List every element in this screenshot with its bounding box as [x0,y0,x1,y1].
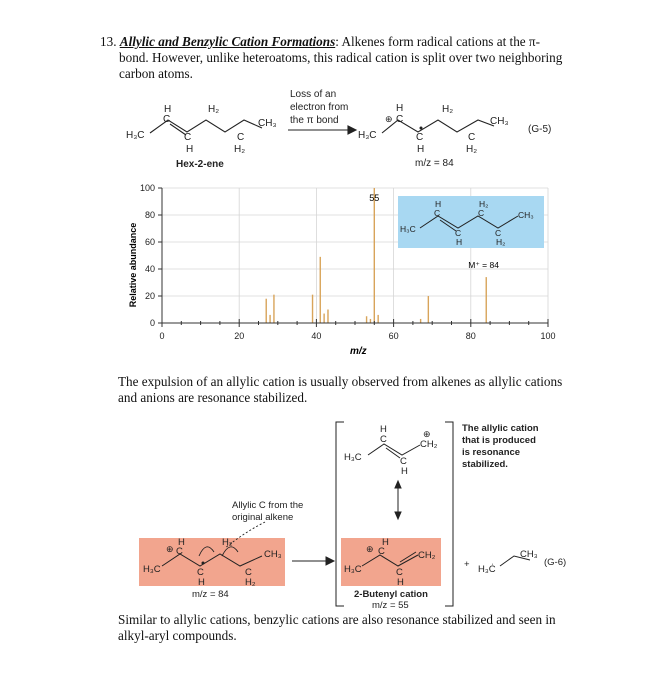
reactant-name: Hex-2-ene [176,159,224,170]
atom-label: C [434,208,441,218]
product-name: 2-Butenyl cation [354,589,428,600]
atom-label: H₂ [442,104,454,115]
atom-label: H [401,466,408,477]
atom-label: H₂ [208,104,220,115]
radical-cation-symbol: ⊕ [166,544,174,554]
y-tick-label: 100 [139,183,155,193]
atom-label: C [468,132,476,143]
radical-dot [202,562,205,565]
x-axis-label: m/z [350,346,367,357]
atom-label: C [176,546,183,557]
arrow-label: the π bond [290,115,339,126]
atom-label: H₃C [344,452,362,463]
x-tick-label: 40 [311,331,322,341]
atom-label: H₂ [234,144,246,155]
reactant-highlight [139,538,285,586]
atom-label: H [164,104,172,115]
intro-heading: Allylic and Benzylic Cation Formations [119,34,336,49]
atom-label: H [382,537,389,548]
atom-label: H₃C [358,130,377,141]
atom-label: H [435,199,442,209]
atom-label: C [380,434,387,445]
allylic-label: Allylic C from the [232,500,304,511]
atom-label: C [396,114,404,125]
atom-label: CH₂ [418,550,436,561]
atom-label: CH₃ [264,549,282,560]
y-tick-label: 0 [149,318,155,328]
question-number: 13. [100,34,117,49]
atom-label: C [237,132,245,143]
closing-line-2: alkyl-aryl compounds. [118,628,237,643]
allylic-label: original alkene [232,512,294,523]
molecular-ion-label: M⁺ = 84 [468,260,499,270]
atom-label: C [163,114,171,125]
atom-label: C [378,546,385,557]
atom-label: H [380,424,387,435]
atom-label: H [198,577,205,588]
atom-label: CH₃ [258,118,277,129]
x-tick-label: 20 [234,331,245,341]
middle-line-1: The expulsion of an allylic cation is usually observed from alkenes as allylic cations [118,374,563,389]
atom-label: H [456,237,463,247]
atom-label: H₃C [143,564,161,575]
product-mz: m/z = 84 [415,158,454,169]
atom-label: C [478,208,485,218]
atom-label: H [186,144,194,155]
atom-label: C [495,228,502,238]
intro-line-2: bond. However, unlike heteroatoms, this radical cation is split over two neighboring [119,50,563,65]
atom-label: H [178,537,185,548]
reactant-mz: m/z = 84 [192,589,229,600]
arrow-label: Loss of an [290,89,337,100]
closing-line-1: Similar to allylic cations, benzylic cations are also resonance stabilized and seen in [118,612,556,627]
atom-label: H [397,577,404,588]
middle-line-2: and anions are resonance stabilized. [118,390,308,405]
atom-label: C [396,567,403,578]
atom-label: CH₃ [520,549,538,560]
atom-label: C [455,228,462,238]
y-axis-label: Relative abundance [128,222,138,308]
radical-cation-symbol: ⊕ [385,114,393,124]
atom-label: C [400,456,407,467]
equation-label-g5: (G-5) [528,124,552,135]
atom-label: H [396,103,404,114]
atom-label: CH₂ [420,439,438,450]
y-tick-label: 80 [144,210,155,220]
atom-label: H₂ [245,577,256,588]
cation-symbol: ⊕ [423,429,431,439]
y-tick-label: 40 [144,264,155,274]
atom-label: CH₃ [518,210,534,220]
intro-text-1: : Alkenes form radical cations at the π- [335,34,540,49]
arrow-label: electron from [290,102,349,113]
product-mz: m/z = 55 [372,600,409,611]
x-tick-label: 0 [159,331,165,341]
atom-label: H₃C [126,130,145,141]
base-peak-label: 55 [369,193,380,203]
atom-label: H₂ [222,537,233,548]
intro-line-3: carbon atoms. [119,66,193,81]
x-tick-label: 80 [465,331,476,341]
atom-label: H₂ [496,237,506,247]
y-tick-label: 20 [144,291,155,301]
atom-label: C [184,132,192,143]
atom-label: C [245,567,252,578]
atom-label: C [416,132,424,143]
atom-label: H₂ [466,144,478,155]
y-tick-label: 60 [144,237,155,247]
plus-sign: + [464,559,470,570]
atom-label: CH₃ [490,116,509,127]
atom-label: H₂ [479,199,489,209]
atom-label: H₃C [400,224,416,234]
equation-label-g6: (G-6) [544,557,567,568]
atom-label: H₃C [344,564,362,575]
closing-paragraph [118,612,618,644]
resonance-note: that is produced [462,435,536,446]
radical-fragment: H₃Ċ [478,564,496,575]
cation-symbol: ⊕ [366,544,374,554]
atom-label: H [417,144,425,155]
resonance-note: is resonance [462,447,521,458]
x-tick-label: 60 [388,331,399,341]
resonance-note: The allylic cation [462,423,539,434]
atom-label: C [197,567,204,578]
x-tick-label: 100 [540,331,556,341]
resonance-note: stabilized. [462,459,508,470]
